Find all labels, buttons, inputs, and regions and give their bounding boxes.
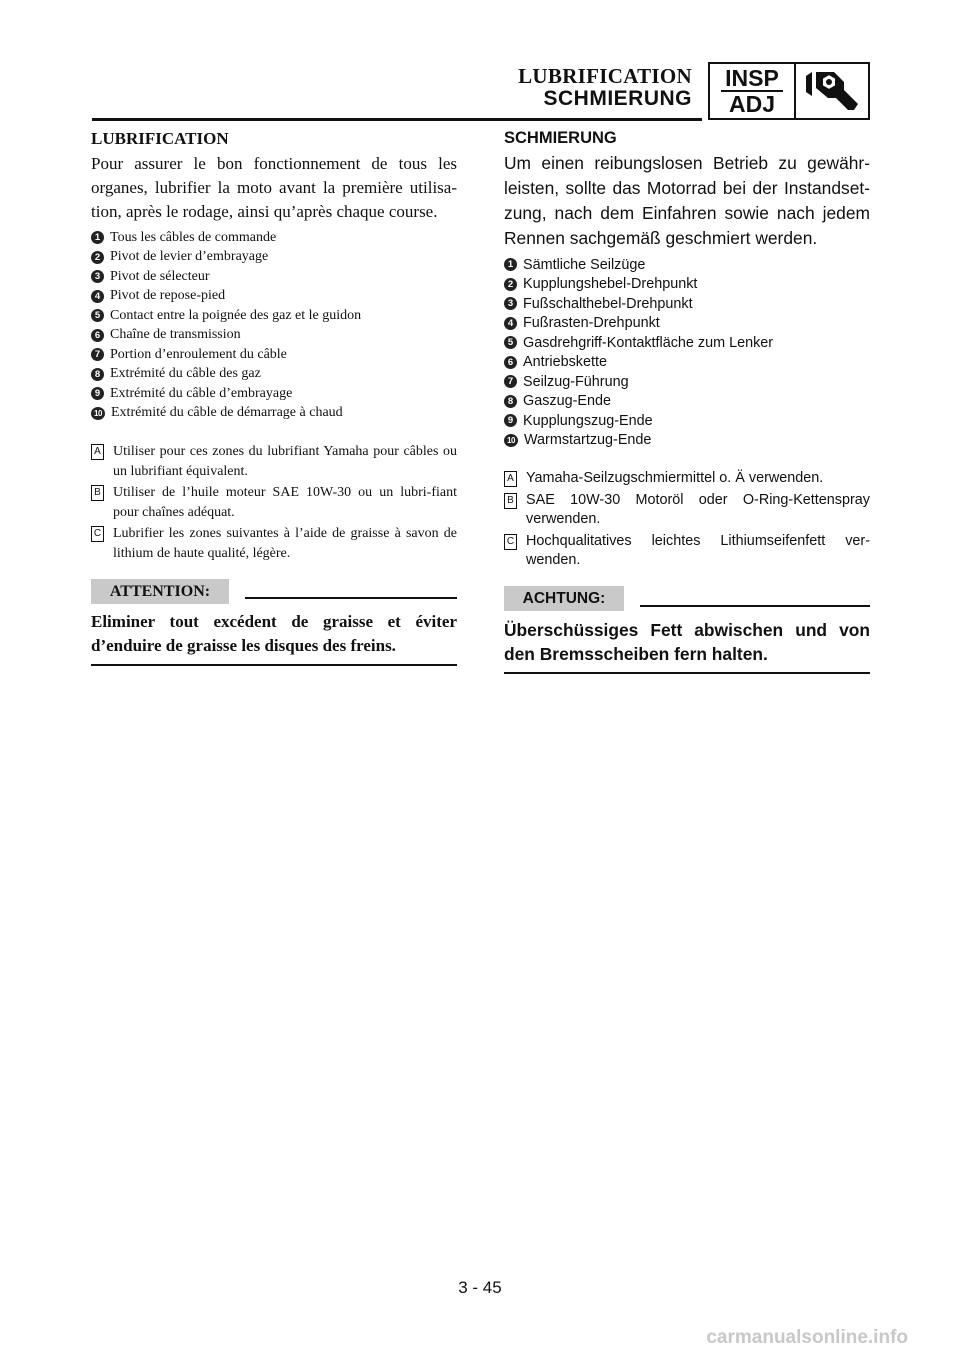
list-item [504, 411, 870, 431]
letter-box: A [504, 471, 517, 487]
list-item [91, 326, 457, 346]
note-item [504, 532, 870, 571]
note-text: SAE 10W-30 Motoröl oder O-Ring-Kettenspray verwenden. [526, 491, 870, 527]
list-item [504, 314, 870, 334]
number-badge: 9 [91, 387, 104, 400]
letter-box: C [91, 526, 104, 542]
list-item [504, 294, 870, 314]
number-badge: 3 [504, 297, 517, 310]
note-item [91, 442, 457, 481]
list-item [91, 267, 457, 287]
notes-fr [91, 442, 457, 563]
list-item [91, 306, 457, 326]
number-badge: 6 [91, 329, 104, 342]
warning-rule [640, 605, 870, 607]
item-text: Kupplungshebel-Drehpunkt [523, 276, 698, 293]
list-item [91, 287, 457, 307]
list-item [504, 392, 870, 412]
list-item [91, 404, 457, 424]
number-badge: 2 [91, 251, 104, 264]
lubrication-points-fr [91, 228, 457, 423]
badge-label [710, 64, 796, 118]
badge-adj: ADJ [728, 91, 775, 117]
letter-box: A [91, 444, 104, 460]
list-item [504, 333, 870, 353]
number-badge: 3 [91, 270, 104, 283]
warning-header-de [504, 586, 870, 612]
watermark: carmanualsonline.info [706, 1327, 908, 1348]
warning-label: ACHTUNG: [504, 586, 624, 611]
list-item [504, 275, 870, 295]
number-badge: 7 [504, 375, 517, 388]
item-text: Pivot de levier d’embrayage [110, 249, 269, 265]
item-text: Seilzug-Führung [523, 373, 629, 390]
item-text: Extrémité du câble de démarrage à chaud [111, 405, 343, 421]
number-badge: 10 [504, 434, 518, 447]
wrench-nut-icon [796, 64, 868, 118]
note-item [504, 469, 870, 489]
item-text: Extrémité du câble d’embrayage [110, 385, 293, 401]
item-text: Antriebskette [523, 354, 607, 371]
item-text: Pivot de sélecteur [110, 268, 210, 284]
badge-insp: INSP [721, 66, 783, 92]
list-item [504, 255, 870, 275]
note-item [504, 491, 870, 530]
number-badge: 2 [504, 278, 517, 291]
note-item [91, 524, 457, 563]
number-badge: 8 [504, 395, 517, 408]
list-item [91, 384, 457, 404]
number-badge: 9 [504, 414, 517, 427]
number-badge: 4 [91, 290, 104, 303]
item-text: Chaîne de transmission [110, 327, 241, 343]
column-german [504, 129, 870, 674]
letter-box: B [504, 493, 517, 509]
warning-header-fr [91, 578, 457, 604]
section-title-fr: LUBRIFICATION [91, 129, 229, 148]
header-title-fr: LUBRIFICATION [518, 64, 692, 88]
list-item [504, 353, 870, 373]
item-text: Warmstartzug-Ende [524, 432, 652, 449]
item-text: Tous les câbles de commande [110, 229, 277, 245]
item-text: Pivot de repose-pied [110, 288, 226, 304]
note-item [91, 483, 457, 522]
number-badge: 6 [504, 356, 517, 369]
list-item [91, 365, 457, 385]
list-item [91, 248, 457, 268]
number-badge: 7 [91, 348, 104, 361]
number-badge: 5 [504, 336, 517, 349]
item-text: Kupplungszug-Ende [523, 412, 653, 429]
warning-rule [245, 597, 457, 599]
item-text: Sämtliche Seilzüge [523, 256, 646, 273]
section-title-de: SCHMIERUNG [504, 129, 617, 147]
item-text: Fußrasten-Drehpunkt [523, 315, 660, 332]
item-text: Fußschalthebel-Drehpunkt [523, 295, 693, 312]
item-text: Gaszug-Ende [523, 393, 611, 410]
warning-text-de: Überschüssiges Fett abwischen und von den Bremsscheiben fern halten. [504, 618, 870, 674]
note-text: Utiliser de l’huile moteur SAE 10W-30 ou un lubri-fiant pour chaînes adéquat. [113, 485, 457, 520]
item-text: Extrémité du câble des gaz [110, 366, 261, 382]
list-item [504, 372, 870, 392]
header-title-de: SCHMIERUNG [543, 87, 692, 110]
number-badge: 10 [91, 407, 105, 420]
warning-label: ATTENTION: [91, 579, 229, 604]
number-badge: 5 [91, 309, 104, 322]
column-french [91, 129, 457, 666]
intro-fr: Pour assurer le bon fonctionnement de tous les organes, lubrifier la moto avant la première utilisa-tion, après le rodage, ainsi qu’après chaque course. [91, 154, 457, 221]
lubrication-points-de [504, 255, 870, 450]
item-text: Gasdrehgriff-Kontaktfläche zum Lenker [523, 334, 774, 351]
note-text: Yamaha-Seilzugschmiermittel o. Ä verwenden. [526, 470, 824, 486]
number-badge: 8 [91, 368, 104, 381]
warning-text-fr: Eliminer tout excédent de graisse et éviter d’enduire de graisse les disques des freins. [91, 610, 457, 666]
list-item [91, 345, 457, 365]
section-badge [708, 62, 870, 120]
notes-de [504, 469, 870, 571]
list-item [504, 431, 870, 451]
note-text: Utiliser pour ces zones du lubrifiant Yamaha pour câbles ou un lubrifiant équivalent. [113, 444, 457, 479]
note-text: Lubrifier les zones suivantes à l’aide de graisse à savon de lithium de haute qualité, légère. [113, 526, 457, 561]
item-text: Contact entre la poignée des gaz et le guidon [110, 307, 362, 323]
item-text: Portion d’enroulement du câble [110, 346, 287, 362]
letter-box: C [504, 534, 517, 550]
number-badge: 1 [91, 231, 104, 244]
letter-box: B [91, 485, 104, 501]
intro-de: Um einen reibungslosen Betrieb zu gewähr-leisten, sollte das Motorrad bei der Instandset-zung, nach dem Einfahren sowie nach jedem Rennen sachgemäß geschmiert werden. [504, 153, 870, 248]
list-item [91, 228, 457, 248]
header-rule [92, 118, 702, 121]
number-badge: 1 [504, 258, 517, 271]
page-number: 3 - 45 [458, 1278, 502, 1297]
note-text: Hochqualitatives leichtes Lithiumseifenfett ver-wenden. [526, 532, 870, 568]
number-badge: 4 [504, 317, 517, 330]
